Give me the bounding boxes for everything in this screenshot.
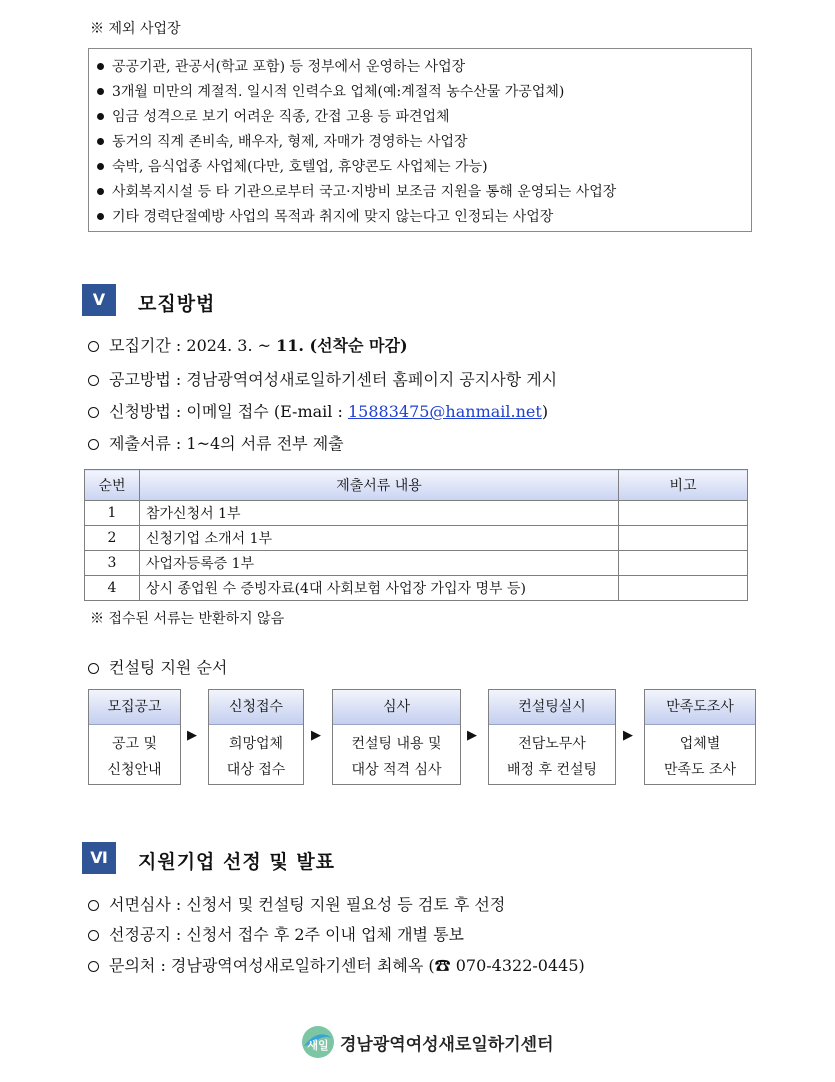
bullet-icon xyxy=(97,213,104,220)
arrow-right-icon: ▶ xyxy=(187,728,197,743)
row-number: 3 xyxy=(85,551,140,576)
list-item: 숙박, 음식업종 사업체(다만, 호텔업, 휴양콘도 사업체는 가능) xyxy=(97,155,751,180)
row-number: 4 xyxy=(85,576,140,601)
flow-step-body: 전담노무사 배정 후 컨설팅 xyxy=(506,736,598,778)
list-item: 동거의 직계 존비속, 배우자, 형제, 자매가 경영하는 사업장 xyxy=(97,130,751,155)
row-content: 참가신청서 1부 xyxy=(140,501,619,526)
row-content: 상시 종업원 수 증빙자료(4대 사회보험 사업장 가입자 명부 등) xyxy=(140,576,619,601)
section-5-title: 모집방법 xyxy=(138,293,216,315)
table-header-row xyxy=(85,470,748,501)
section-6-number: Ⅵ xyxy=(82,842,116,874)
table-row xyxy=(85,576,748,601)
flow-step-head: 신청접수 xyxy=(209,690,303,725)
recruit-period: 모집기간 : 2024. 3. ~ 11. (선착순 마감) xyxy=(88,333,408,356)
circle-bullet-icon xyxy=(88,900,99,911)
row-note xyxy=(619,551,748,576)
list-item: 공공기관, 관공서(학교 포함) 등 정부에서 운영하는 사업장 xyxy=(97,55,751,80)
circle-bullet-icon xyxy=(88,375,99,386)
apply-method: 신청방법 : 이메일 접수 (E-mail : 15883475@hanmail.net) xyxy=(88,399,548,422)
flow-step-body: 희망업체 대상 접수 xyxy=(226,736,286,778)
table-row xyxy=(85,501,748,526)
row-content: 사업자등록증 1부 xyxy=(140,551,619,576)
flow-title: 컨설팅 지원 순서 xyxy=(88,655,227,678)
flow-step-head: 심사 xyxy=(333,690,460,725)
row-note xyxy=(619,576,748,601)
logo-text: 새일 xyxy=(307,1039,329,1052)
bullet-icon xyxy=(97,188,104,195)
flow-step-body: 업체별 만족도 조사 xyxy=(663,736,737,778)
flow-step-body: 공고 및 신청안내 xyxy=(107,736,162,778)
row-number: 2 xyxy=(85,526,140,551)
circle-bullet-icon xyxy=(88,407,99,418)
documents-table xyxy=(84,469,748,601)
row-number: 1 xyxy=(85,501,140,526)
section-5-number: Ⅴ xyxy=(82,284,116,316)
exclusion-box xyxy=(88,48,752,232)
arrow-right-icon: ▶ xyxy=(311,728,321,743)
flow-step-survey xyxy=(644,689,756,785)
table-note: ※ 접수된 서류는 반환하지 않음 xyxy=(90,611,285,627)
section-6-title: 지원기업 선정 및 발표 xyxy=(138,851,336,873)
flow-step-consulting xyxy=(488,689,616,785)
footer-org-name: 경남광역여성새로일하기센터 xyxy=(340,1035,554,1055)
email-link[interactable]: 15883475@hanmail.net xyxy=(347,402,542,421)
bullet-icon xyxy=(97,138,104,145)
list-item: 기타 경력단절예방 사업의 목적과 취지에 맞지 않는다고 인정되는 사업장 xyxy=(97,205,751,230)
flow-step-recruit xyxy=(88,689,181,785)
column-header: 비고 xyxy=(619,470,748,501)
exclusion-list xyxy=(97,55,751,230)
notice-method: 공고방법 : 경남광역여성새로일하기센터 홈페이지 공지사항 게시 xyxy=(88,367,557,390)
bullet-icon xyxy=(97,113,104,120)
circle-bullet-icon xyxy=(88,930,99,941)
flow-step-apply xyxy=(208,689,304,785)
column-header: 제출서류 내용 xyxy=(140,470,619,501)
contact-info: 문의처 : 경남광역여성새로일하기센터 최혜옥 (☎ 070-4322-0445) xyxy=(88,953,585,976)
flow-step-head: 모집공고 xyxy=(89,690,180,725)
circle-bullet-icon xyxy=(88,341,99,352)
arrow-right-icon: ▶ xyxy=(623,728,633,743)
bullet-icon xyxy=(97,63,104,70)
document-review: 서면심사 : 신청서 및 컨설팅 지원 필요성 등 검토 후 선정 xyxy=(88,892,505,915)
flow-step-head: 만족도조사 xyxy=(645,690,755,725)
column-header: 순번 xyxy=(85,470,140,501)
documents-line: 제출서류 : 1~4의 서류 전부 제출 xyxy=(88,431,344,454)
row-content: 신청기업 소개서 1부 xyxy=(140,526,619,551)
list-item: 3개월 미만의 계절적. 일시적 인력수요 업체(예:계절적 농수산물 가공업체) xyxy=(97,80,751,105)
flow-step-body: 컨설팅 내용 및 대상 적격 심사 xyxy=(351,736,442,778)
bullet-icon xyxy=(97,88,104,95)
table-row xyxy=(85,551,748,576)
circle-bullet-icon xyxy=(88,961,99,972)
row-note xyxy=(619,526,748,551)
table-row xyxy=(85,526,748,551)
list-item: 임금 성격으로 보기 어려운 직종, 간접 고용 등 파견업체 xyxy=(97,105,751,130)
circle-bullet-icon xyxy=(88,663,99,674)
circle-bullet-icon xyxy=(88,439,99,450)
flow-step-head: 컨설팅실시 xyxy=(489,690,615,725)
selection-notice: 선정공지 : 신청서 접수 후 2주 이내 업체 개별 통보 xyxy=(88,922,464,945)
list-item: 사회복지시설 등 타 기관으로부터 국고·지방비 보조금 지원을 통해 운영되는 사업장 xyxy=(97,180,751,205)
flow-step-review xyxy=(332,689,461,785)
bullet-icon xyxy=(97,163,104,170)
saeil-logo-icon xyxy=(300,1024,336,1060)
arrow-right-icon: ▶ xyxy=(467,728,477,743)
exclusion-title: ※ 제외 사업장 xyxy=(90,21,181,37)
row-note xyxy=(619,501,748,526)
